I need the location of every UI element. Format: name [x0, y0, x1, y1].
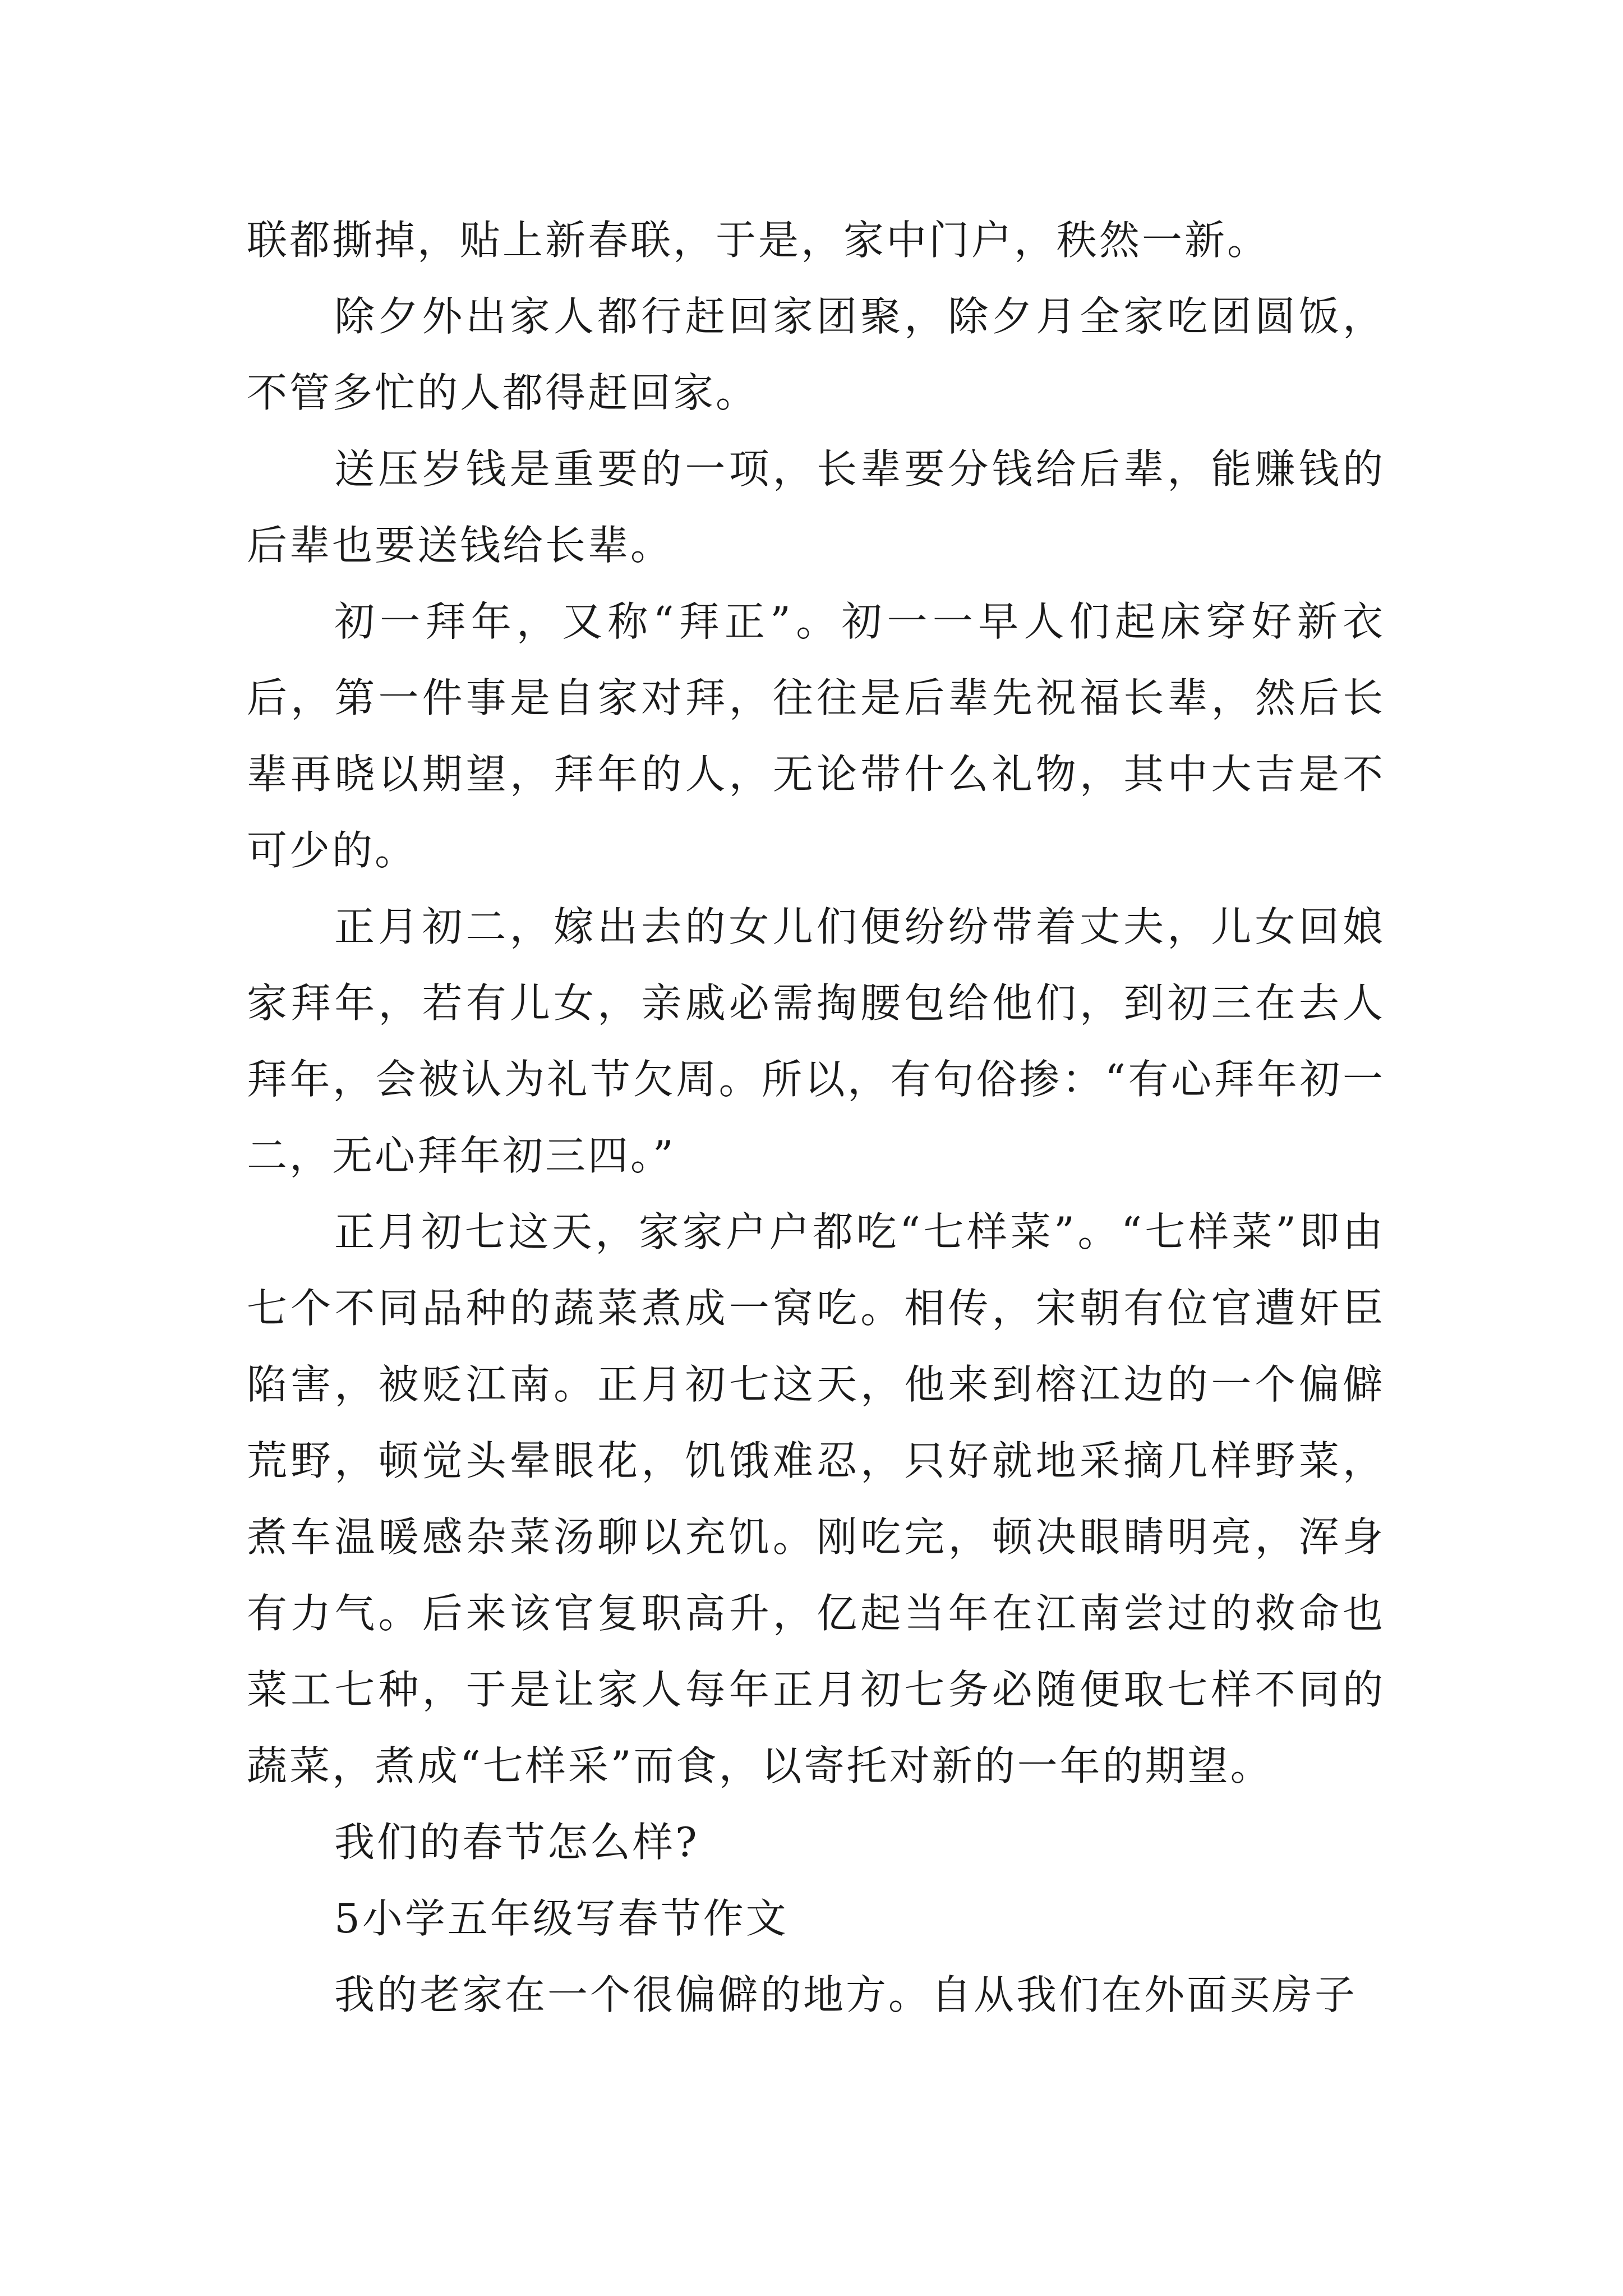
- section-heading: 5小学五年级写春节作文: [334, 1895, 789, 1942]
- paragraph-hometown: 我的老家在一个很偏僻的地方。自从我们在外面买房子: [334, 1971, 1358, 2018]
- paragraph-lucky-money: 送压岁钱是重要的一项，长辈要分钱给后辈，能赚钱的后辈也要送钱给长辈。: [247, 445, 1385, 569]
- paragraph-question: 我们的春节怎么样?: [334, 1819, 699, 1866]
- paragraph-couplets: 联都撕掉，贴上新春联，于是，家中门户，秩然一新。: [247, 217, 1270, 264]
- paragraph-second-day-visit: 正月初二，嫁出去的女儿们便纷纷带着丈夫，儿女回娘家拜年，若有儿女，亲戚必需掏腰包给他们，到初三在去人拜年，会被认为礼节欠周。所以，有句俗掺：“有心拜年初一二，无心拜年初三四。”: [247, 903, 1385, 1179]
- paragraph-first-day-greetings: 初一拜年，又称“拜正”。初一一早人们起床穿好新衣后，第一件事是自家对拜，往往是后辈先祝福长辈，然后长辈再晓以期望，拜年的人，无论带什么礼物，其中大吉是不可少的。: [247, 598, 1385, 874]
- document-body: [247, 202, 1385, 2033]
- paragraph-seven-vegetables: 正月初七这天，家家户户都吃“七样菜”。“七样菜”即由七个不同品种的蔬菜煮成一窝吃。相传，宋朝有位官遭奸臣陷害，被贬江南。正月初七这天，他来到榕江边的一个偏僻荒野，顿觉头晕眼花，饥饿难忍，只好就地采摘几样野菜，煮车温暖感杂菜汤聊以充饥。刚吃完，顿决眼睛明亮，浑身有力气。后来该官复职高升，亿起当年在江南尝过的救命也菜工七种，于是让家人每年正月初七务必随便取七样不同的蔬菜，煮成“七样采”而食，以寄托对新的一年的期望。: [247, 1208, 1385, 1789]
- paragraph-new-years-eve-reunion: 除夕外出家人都行赶回家团聚，除夕月全家吃团圆饭，不管多忙的人都得赶回家。: [247, 293, 1385, 416]
